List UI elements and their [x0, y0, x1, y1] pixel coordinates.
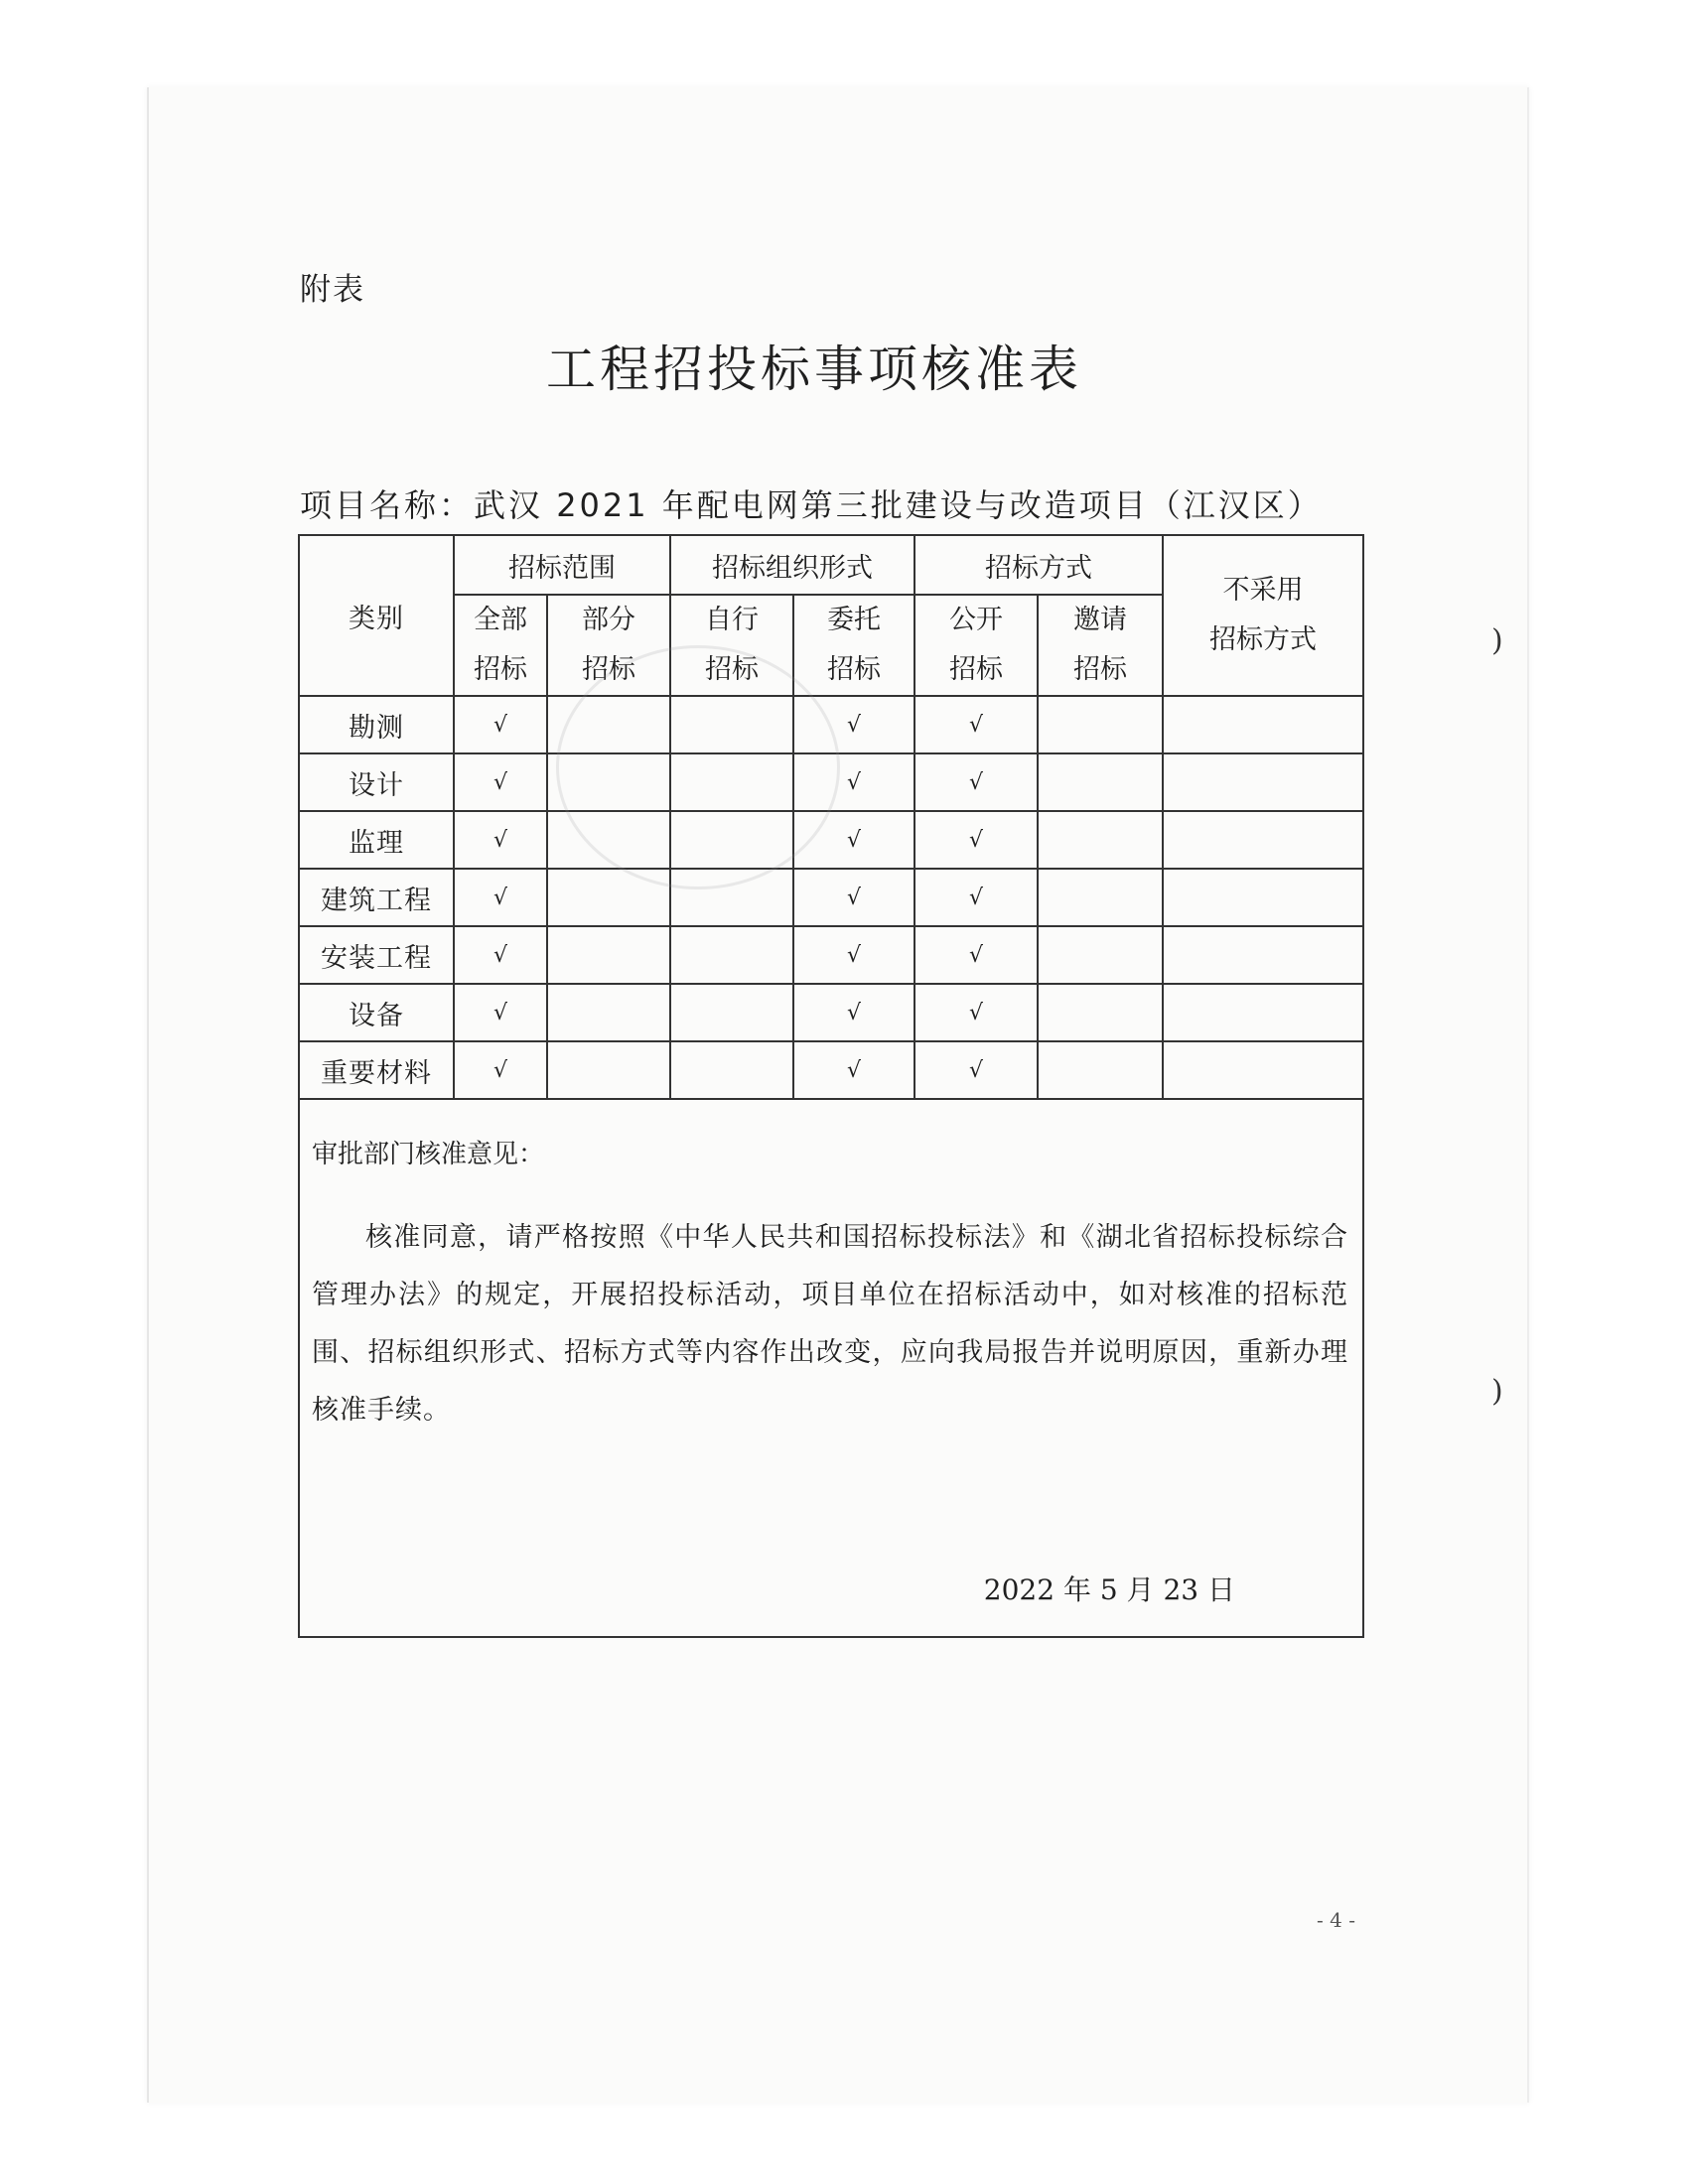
table-cell: √ [914, 926, 1038, 984]
subheader-line: 邀请 [1073, 605, 1127, 635]
subheader-line: 招标 [827, 654, 881, 685]
row-category: 勘测 [299, 696, 454, 753]
table-cell [1163, 1041, 1363, 1099]
subheader-invited-tender [1038, 595, 1163, 696]
table-cell: √ [914, 753, 1038, 811]
opinion-label: 审批部门核准意见： [312, 1140, 545, 1169]
table-cell [1163, 811, 1363, 869]
table-cell [670, 811, 793, 869]
table-row [299, 1041, 1363, 1099]
table-cell: √ [793, 926, 914, 984]
table-cell [1163, 926, 1363, 984]
subheader-line: 招标 [949, 654, 1003, 685]
table-cell [547, 753, 670, 811]
subheader-open-tender [914, 595, 1038, 696]
attachment-label: 附表 [300, 272, 365, 308]
subheader-line: 自行 [705, 605, 759, 635]
row-category: 建筑工程 [299, 869, 454, 926]
table-cell: √ [793, 753, 914, 811]
table-header-row [299, 535, 1363, 595]
not-adopted-line1: 不采用 [1222, 575, 1304, 606]
project-name-line [300, 480, 1323, 526]
margin-mark: ) [1491, 1374, 1503, 1409]
table-cell [1163, 869, 1363, 926]
row-category: 重要材料 [299, 1041, 454, 1099]
table-cell: √ [454, 811, 547, 869]
scope-header: 招标范围 [454, 535, 670, 595]
subheader-partial-tender [547, 595, 670, 696]
page-number: - 4 - [1317, 1908, 1355, 1932]
project-name: 武汉 2021 年配电网第三批建设与改造项目（江汉区） [474, 486, 1323, 524]
table-cell: √ [914, 869, 1038, 926]
table-row [299, 811, 1363, 869]
organization-header: 招标组织形式 [670, 535, 914, 595]
table-cell [670, 869, 793, 926]
opinion-section [299, 1099, 1363, 1637]
subheader-line: 招标 [474, 654, 527, 685]
table-row [299, 926, 1363, 984]
table-cell: √ [454, 753, 547, 811]
subheader-line: 委托 [827, 605, 881, 635]
table-cell: √ [454, 1041, 547, 1099]
table-cell: √ [914, 811, 1038, 869]
table-cell: √ [793, 811, 914, 869]
table-cell [1163, 753, 1363, 811]
table-cell: √ [454, 984, 547, 1041]
table-cell [1038, 811, 1163, 869]
table-cell [547, 696, 670, 753]
row-category: 设计 [299, 753, 454, 811]
opinion-text: 核准同意，请严格按照《中华人民共和国招标投标法》和《湖北省招标投标综合管理办法》的规定，开展招投标活动，项目单位在招标活动中，如对核准的招标范围、招标组织形式、招标方式等内容作出改变，应向我局报告并说明原因，重新办理核准手续。 [312, 1222, 1348, 1426]
table-cell [547, 811, 670, 869]
table-cell: √ [454, 696, 547, 753]
subheader-line: 公开 [949, 605, 1003, 635]
table-cell: √ [914, 1041, 1038, 1099]
table-cell [670, 696, 793, 753]
table-cell: √ [793, 869, 914, 926]
table-cell [547, 869, 670, 926]
method-header: 招标方式 [914, 535, 1163, 595]
table-cell [670, 984, 793, 1041]
table-cell: √ [454, 926, 547, 984]
project-label: 项目名称： [300, 486, 475, 524]
table-cell [1038, 753, 1163, 811]
subheader-line: 招标 [705, 654, 759, 685]
subheader-line: 全部 [474, 605, 527, 635]
table-cell: √ [793, 696, 914, 753]
row-category: 设备 [299, 984, 454, 1041]
document-title: 工程招投标事项核准表 [546, 341, 1082, 398]
table-cell: √ [914, 696, 1038, 753]
table-cell [670, 926, 793, 984]
table-cell: √ [454, 869, 547, 926]
row-category: 监理 [299, 811, 454, 869]
subheader-line: 招标 [1073, 654, 1127, 685]
table-cell: √ [793, 1041, 914, 1099]
table-cell [1038, 869, 1163, 926]
subheader-full-tender [454, 595, 547, 696]
row-category: 安装工程 [299, 926, 454, 984]
table-cell: √ [793, 984, 914, 1041]
subheader-self-organized [670, 595, 793, 696]
table-cell [1163, 984, 1363, 1041]
table-row [299, 984, 1363, 1041]
table-cell: √ [914, 984, 1038, 1041]
table-cell [1038, 926, 1163, 984]
subheader-line: 招标 [582, 654, 635, 685]
table-row [299, 696, 1363, 753]
table-row [299, 869, 1363, 926]
table-cell [1038, 696, 1163, 753]
table-cell [547, 926, 670, 984]
table-cell [1163, 696, 1363, 753]
subheader-line: 部分 [582, 605, 635, 635]
table-cell [547, 984, 670, 1041]
opinion-row [299, 1099, 1363, 1637]
table-cell [670, 1041, 793, 1099]
table-row [299, 753, 1363, 811]
table-cell [547, 1041, 670, 1099]
table-cell [670, 753, 793, 811]
approval-date: 2022 年 5 月 23 日 [983, 1573, 1235, 1606]
subheader-entrusted [793, 595, 914, 696]
approval-table [298, 534, 1364, 1638]
table-cell [1038, 1041, 1163, 1099]
category-header: 类别 [299, 535, 454, 696]
table-cell [1038, 984, 1163, 1041]
margin-mark: ) [1491, 623, 1503, 658]
not-adopted-header [1163, 535, 1363, 696]
not-adopted-line2: 招标方式 [1209, 624, 1317, 655]
